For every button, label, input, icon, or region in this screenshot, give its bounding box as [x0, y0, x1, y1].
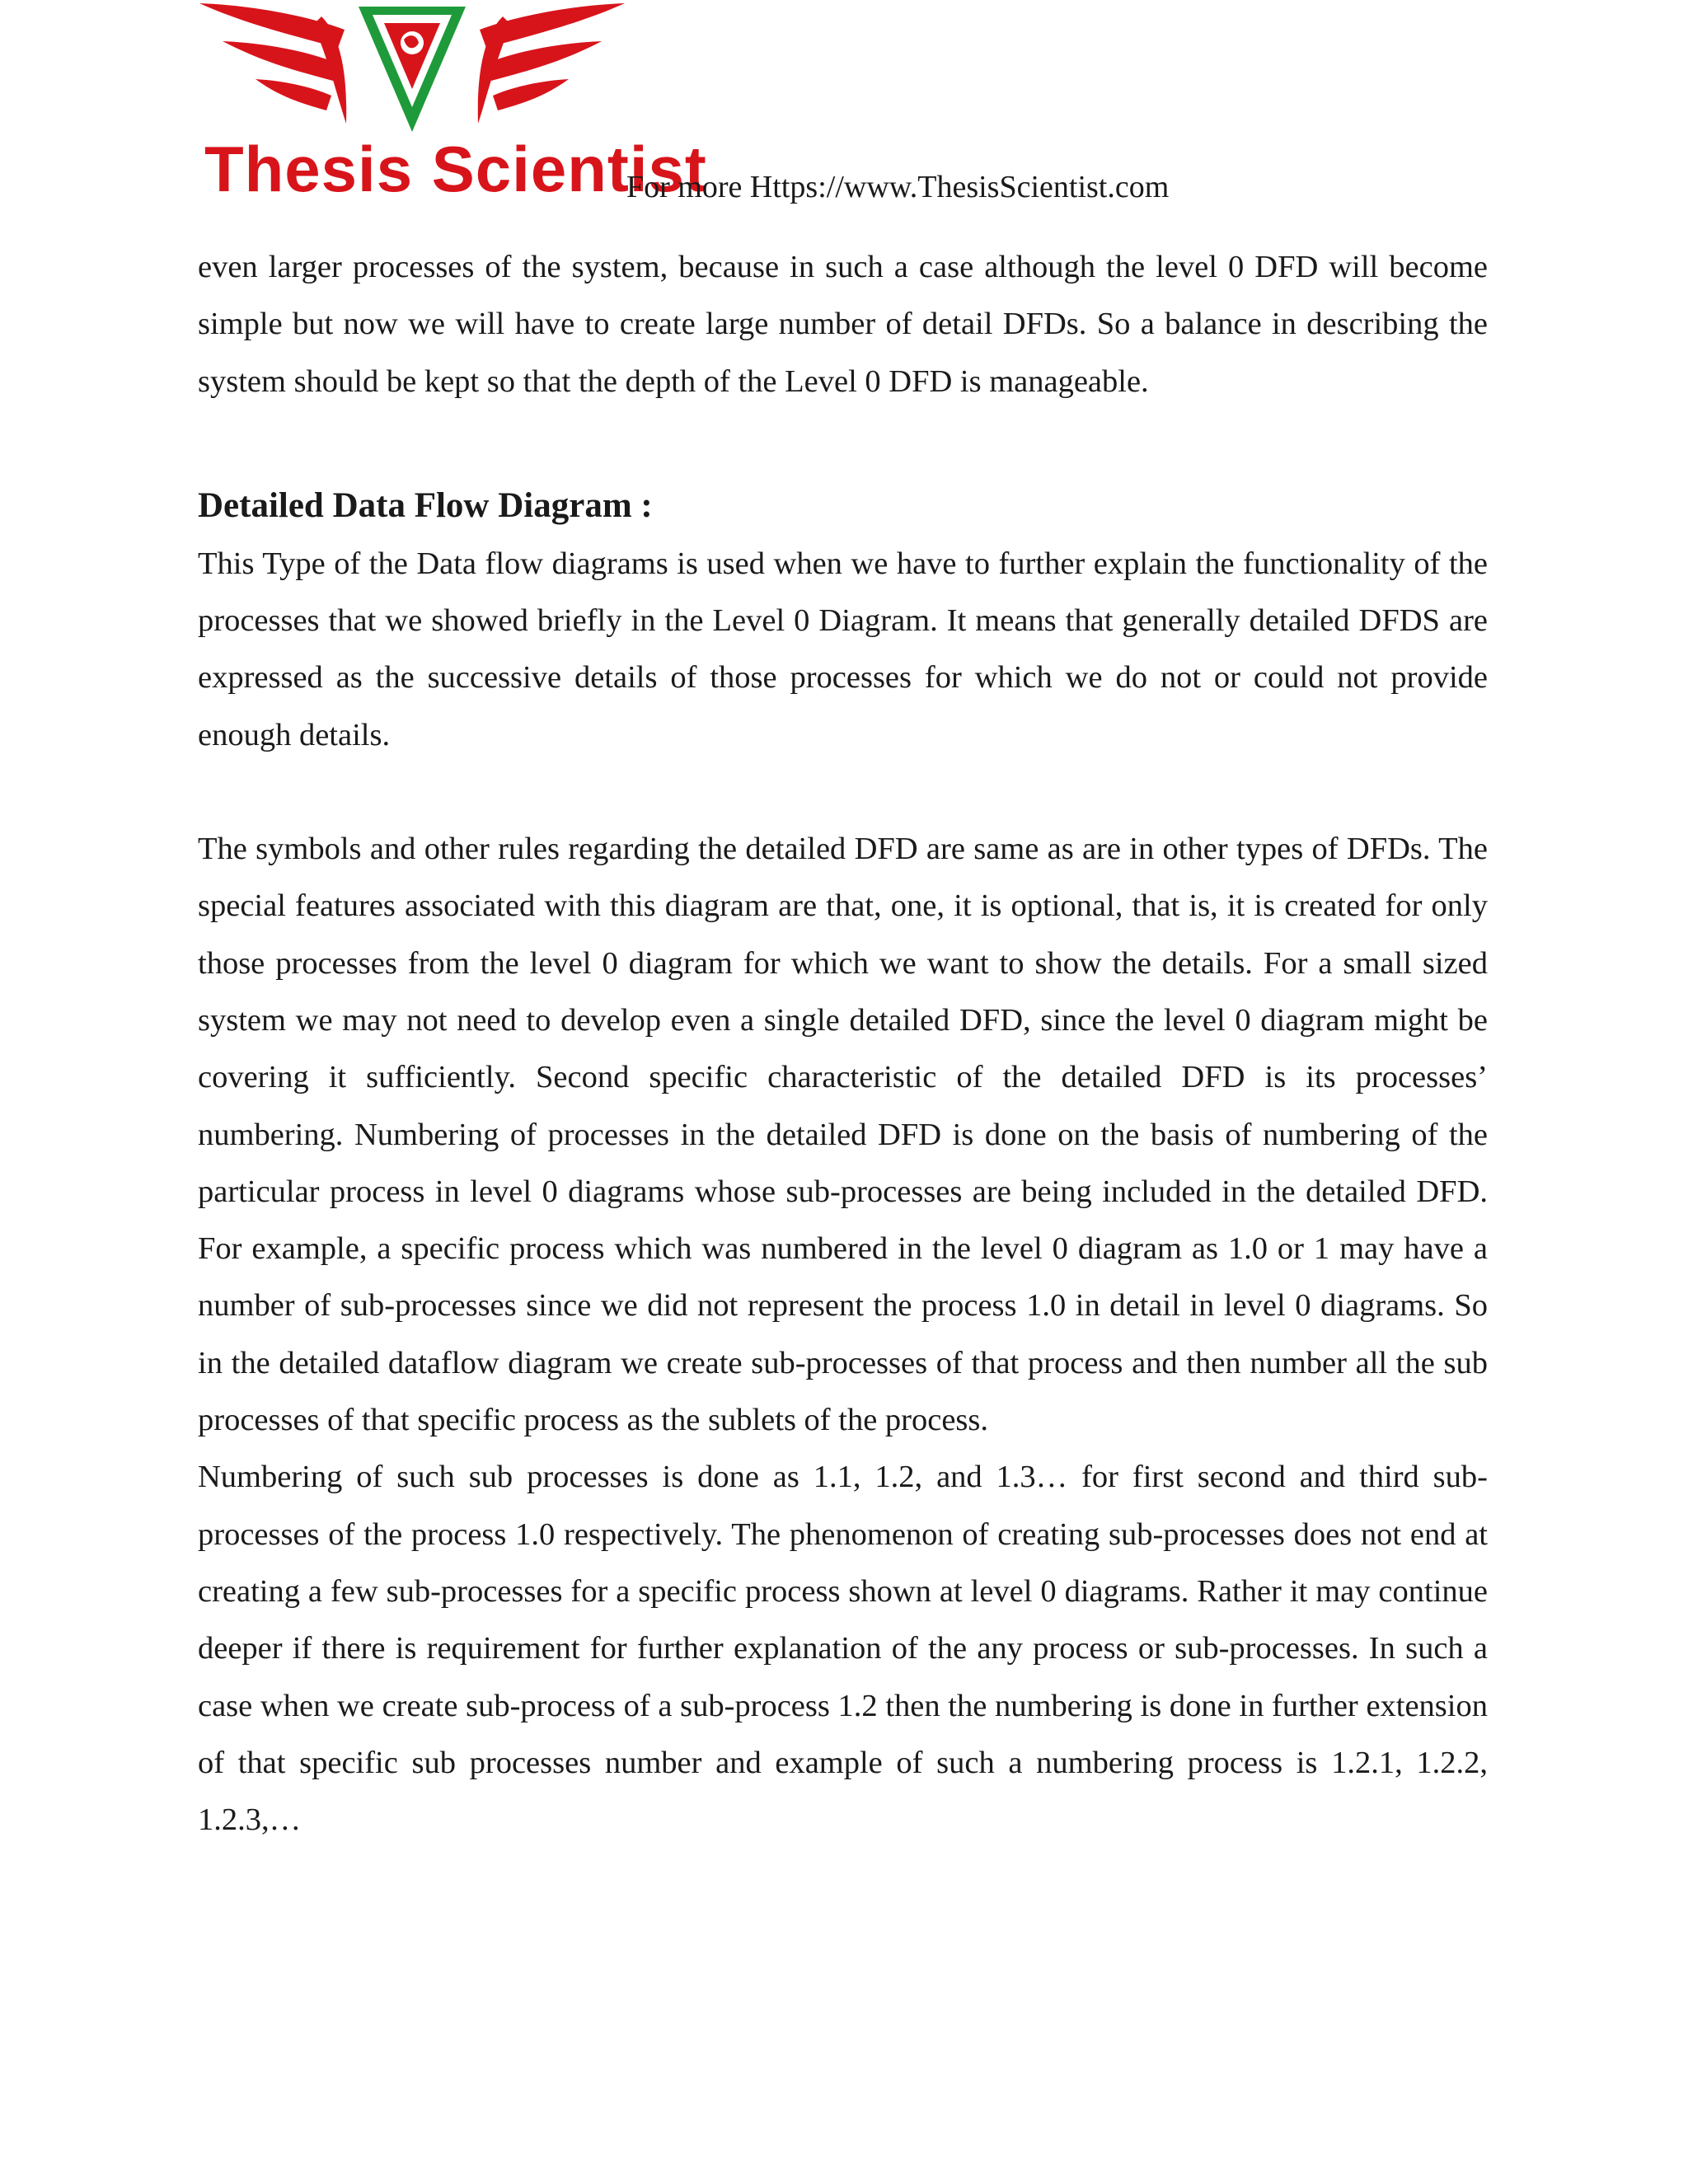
page-header	[198, 0, 1517, 223]
thesis-scientist-logo	[198, 0, 707, 214]
website-link[interactable]: For more Https://www.ThesisScientist.com	[626, 170, 1170, 204]
paragraph-detailed-dfd-purpose: This Type of the Data flow diagrams is used when we have to further explain the functionality of the processes that we showed briefly in the Level 0 Diagram. It means that generally detailed DFDS are expressed as the successive details of those processes for which we do not or could not provide enough details.	[198, 546, 1488, 752]
paragraph-sub-process-numbering: Numbering of such sub processes is done as 1.1, 1.2, and 1.3… for first second and third sub-processes of the process 1.0 respectively. The phenomenon of creating sub-processes does not end at creating a few sub-processes for a specific process shown at level 0 diagrams. Rather it may continue deeper if there is requirement for further explanation of the any process or sub-processes. In such a case when we create sub-process of a sub-process 1.2 then the numbering is done in further extension of that specific sub processes number and example of such a numbering process is 1.2.1, 1.2.2, 1.2.3,…	[198, 1460, 1488, 1838]
winged-triangle-logo-icon	[198, 0, 626, 140]
paragraph-detailed-dfd-features: The symbols and other rules regarding the detailed DFD are same as are in other types of DFDs. The special features associated with this diagram are that, one, it is optional, that is, it is created for only those processes from the level 0 diagram for which we want to show the details. For a small sized system we may not need to develop even a single detailed DFD, since the level 0 diagram might be covering it sufficiently. Second specific characteristic of the detailed DFD is its processes’ numbering. Numbering of processes in the detailed DFD is done on the basis of numbering of the particular process in level 0 diagrams whose sub-processes are being included in the detailed DFD. For example, a specific process which was numbered in the level 0 diagram as 1.0 or 1 may have a number of sub-processes since we did not represent the process 1.0 in detail in level 0 diagrams. So in the detailed dataflow diagram we create sub-processes of that process and then number all the sub processes of that specific process as the sublets of the process.	[198, 832, 1488, 1438]
section-heading: Detailed Data Flow Diagram :	[198, 485, 653, 525]
logo-wordmark: Thesis Scientist	[204, 133, 707, 205]
document-body	[198, 239, 1488, 1849]
intro-paragraph: even larger processes of the system, because in such a case although the level 0 DFD will become simple but now we will have to create large number of detail DFDs. So a balance in describing the system should be kept so that the depth of the Level 0 DFD is manageable.	[198, 250, 1488, 399]
